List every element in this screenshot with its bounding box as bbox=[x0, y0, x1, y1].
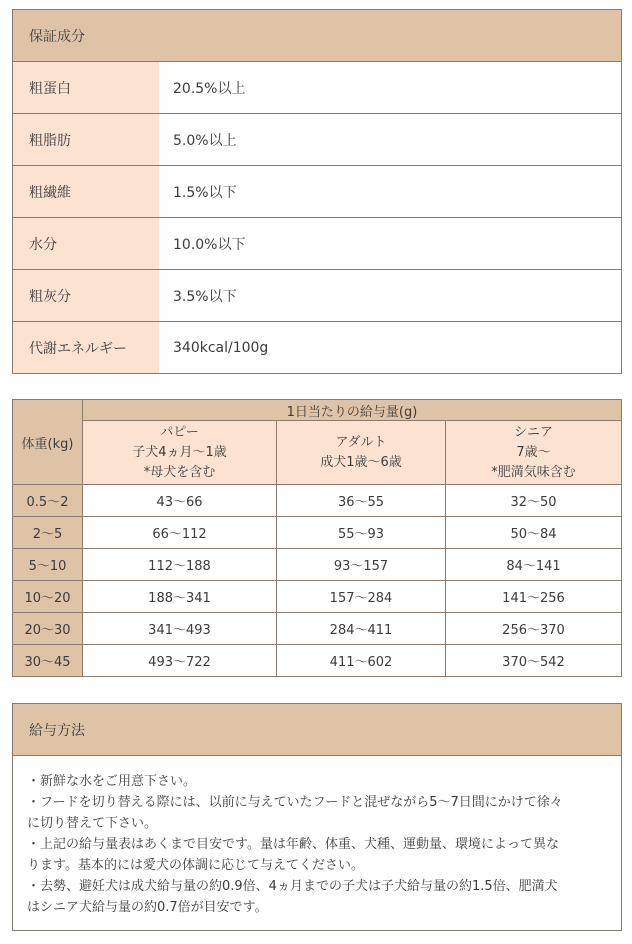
stage-name: シニア bbox=[513, 424, 553, 440]
analysis-title: 保証成分 bbox=[13, 10, 621, 62]
weight-cell: 5〜10 bbox=[13, 549, 83, 581]
stage-header-adult bbox=[277, 421, 446, 485]
analysis-label: 粗灰分 bbox=[13, 270, 159, 321]
senior-amount-cell: 50〜84 bbox=[446, 517, 622, 549]
method-line: はシニア犬給与量の約0.7倍が目安です。 bbox=[27, 900, 268, 915]
senior-amount-cell: 141〜256 bbox=[446, 581, 622, 613]
feeding-amount-table bbox=[12, 399, 622, 677]
adult-amount-cell: 157〜284 bbox=[277, 581, 446, 613]
adult-amount-cell: 55〜93 bbox=[277, 517, 446, 549]
analysis-value: 1.5%以下 bbox=[159, 166, 621, 217]
stage-name: パピー bbox=[160, 424, 199, 440]
adult-amount-cell: 411〜602 bbox=[277, 645, 446, 677]
adult-amount-cell: 93〜157 bbox=[277, 549, 446, 581]
method-line: ・去勢、避妊犬は成犬給与量の約0.9倍、4ヵ月までの子犬は子犬給与量の約1.5倍、肥満犬 bbox=[27, 879, 558, 894]
method-line: ・上記の給与量表はあくまで目安です。量は年齢、体重、犬種、運動量、環境によって異な bbox=[27, 837, 559, 852]
daily-amount-header: 1日当たりの給与量(g) bbox=[83, 400, 622, 421]
analysis-label: 水分 bbox=[13, 218, 159, 269]
senior-amount-cell: 256〜370 bbox=[446, 613, 622, 645]
stage-header-senior bbox=[446, 421, 622, 485]
analysis-value: 5.0%以上 bbox=[159, 114, 621, 165]
stage-age: 7歳〜 bbox=[516, 444, 551, 460]
puppy-amount-cell: 43〜66 bbox=[83, 485, 277, 517]
analysis-value: 10.0%以下 bbox=[159, 218, 621, 269]
stage-header-row bbox=[13, 421, 622, 485]
guaranteed-analysis-table bbox=[12, 9, 622, 374]
weight-cell: 10〜20 bbox=[13, 581, 83, 613]
adult-amount-cell: 36〜55 bbox=[277, 485, 446, 517]
analysis-row-moisture bbox=[13, 218, 621, 270]
method-line: ・新鮮な水をご用意下さい。 bbox=[27, 774, 197, 789]
weight-cell: 20〜30 bbox=[13, 613, 83, 645]
stage-age: 子犬4ヵ月〜1歳 bbox=[132, 444, 227, 460]
feeding-header-row bbox=[13, 400, 622, 421]
method-title: 給与方法 bbox=[13, 704, 621, 756]
stage-header-puppy bbox=[83, 421, 277, 485]
puppy-amount-cell: 112〜188 bbox=[83, 549, 277, 581]
stage-note: *母犬を含む bbox=[143, 464, 216, 480]
analysis-value: 340kcal/100g bbox=[159, 322, 621, 373]
table-row bbox=[13, 517, 622, 549]
senior-amount-cell: 84〜141 bbox=[446, 549, 622, 581]
analysis-row-metabolizable-energy bbox=[13, 322, 621, 373]
analysis-value: 3.5%以下 bbox=[159, 270, 621, 321]
analysis-row-crude-protein bbox=[13, 62, 621, 114]
table-row bbox=[13, 645, 622, 677]
senior-amount-cell: 32〜50 bbox=[446, 485, 622, 517]
adult-amount-cell: 284〜411 bbox=[277, 613, 446, 645]
table-row bbox=[13, 613, 622, 645]
puppy-amount-cell: 66〜112 bbox=[83, 517, 277, 549]
analysis-row-crude-ash bbox=[13, 270, 621, 322]
senior-amount-cell: 370〜542 bbox=[446, 645, 622, 677]
analysis-row-crude-fat bbox=[13, 114, 621, 166]
stage-name: アダルト bbox=[335, 434, 387, 450]
table-row bbox=[13, 549, 622, 581]
weight-cell: 0.5〜2 bbox=[13, 485, 83, 517]
analysis-label: 粗脂肪 bbox=[13, 114, 159, 165]
weight-header: 体重(kg) bbox=[13, 400, 83, 485]
analysis-row-crude-fiber bbox=[13, 166, 621, 218]
stage-age: 成犬1歳〜6歳 bbox=[320, 454, 402, 470]
weight-cell: 30〜45 bbox=[13, 645, 83, 677]
analysis-label: 粗繊維 bbox=[13, 166, 159, 217]
method-line: に切り替えて下さい。 bbox=[27, 816, 158, 831]
puppy-amount-cell: 493〜722 bbox=[83, 645, 277, 677]
analysis-value: 20.5%以上 bbox=[159, 62, 621, 113]
analysis-label: 粗蛋白 bbox=[13, 62, 159, 113]
table-row bbox=[13, 581, 622, 613]
puppy-amount-cell: 341〜493 bbox=[83, 613, 277, 645]
puppy-amount-cell: 188〜341 bbox=[83, 581, 277, 613]
method-body bbox=[13, 756, 621, 930]
weight-cell: 2〜5 bbox=[13, 517, 83, 549]
stage-note: *肥満気味含む bbox=[491, 464, 576, 480]
analysis-label: 代謝エネルギー bbox=[13, 322, 159, 373]
method-line: ります。基本的には愛犬の体調に応じて与えてください。 bbox=[27, 858, 364, 873]
method-line: ・フードを切り替える際には、以前に与えていたフードと混ぜながら5〜7日間にかけて徐々 bbox=[27, 795, 563, 810]
table-row bbox=[13, 485, 622, 517]
feeding-method-box bbox=[12, 703, 622, 931]
